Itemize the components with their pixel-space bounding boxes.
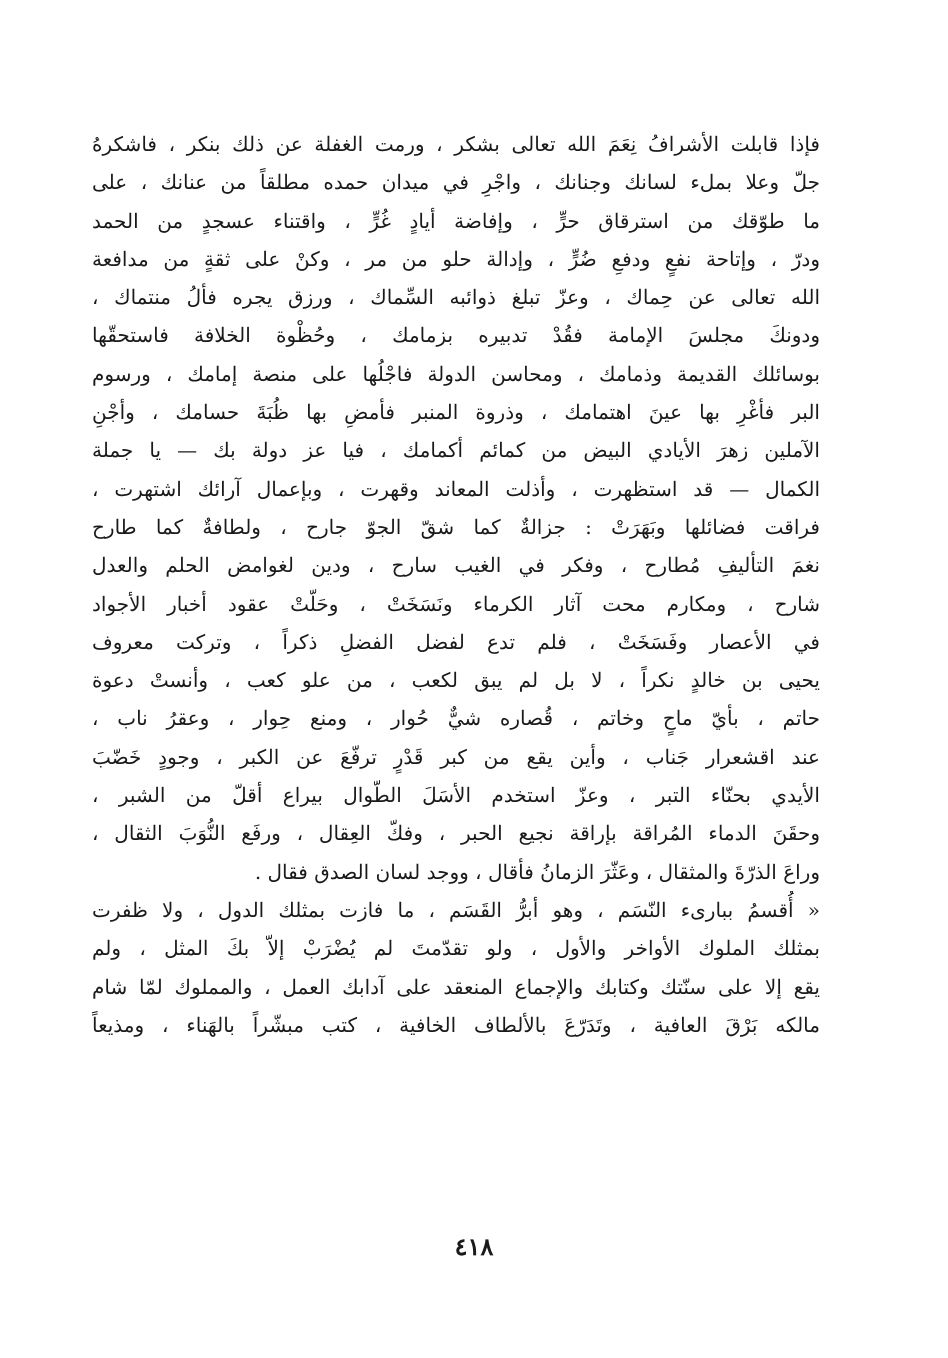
text-line: فإذا قابلت الأشرافُ نِعَمَ الله تعالى بشكر ، ورمت الغفلة عن ذلك بنكر ، فاشكرهُ [92,132,820,156]
text-line: عند اقشعرار جَناب ، وأين يقع من كبر قَدْرٍ ترفّعَ عن الكبر ، وجودٍ خَضّبَ [92,744,820,769]
text-line: « أُقسمُ ببارىء النّسَم ، وهو أبرُّ القَسَم ، ما فازت بمثلك الدول ، ولا ظفرت [92,897,820,922]
text-line: الأيدي بحنّاء التبر ، وعزّ استخدم الأسَلَ الطّوال بيراع أقلّ من الشبر ، [92,783,820,808]
text-line: نغمَ التأليفِ مُطارح ، وفكر في الغيب سارح ، ودين لغوامض الحلم والعدل [92,553,820,578]
text-line: في الأعصار وفَسَخَتْ ، فلم تدع لفضل الفضلِ ذكراً ، وتركت معروف [92,629,820,654]
text-line: شارح ، ومكارم محت آثار الكرماء ونَسَخَتْ ، وحَلّتْ عقود أخبار الأجواد [92,591,820,616]
page-number: ٤١٨ [454,1232,494,1261]
text-line: البر فأغْرِ بها عينَ اهتمامك ، وذروة المنبر فأمضِ بها ظُبَةَ حسامك ، وأجْنِ [92,400,820,425]
paragraph-2 [92,891,820,1044]
text-line: جلّ وعلا بملء لسانك وجنانك ، واجْرِ في ميدان حمده مطلقاً من عنانك ، على [92,170,820,195]
text-line: الكمال — قد استظهرت ، وأذلت المعاند وقهرت ، وبإعمال آرائك اشتهرت ، [92,476,820,501]
text-line: ما طوّقك من استرقاق حرٍّ ، وإفاضة أيادٍ غُرٍّ ، واقتناء عسجدٍ من الحمد [92,208,820,233]
text-line: وراعَ الذرّةَ والمثقال ، وعَثّرَ الزمانُ فأقال ، ووجد لسان الصدق فقال . [254,859,820,884]
text-line: بمثلك الملوك الأواخر والأول ، ولو تقدّمتَ لم يُضْرَبْ إلاّ بكَ المثل ، ولم [92,936,820,961]
text-line: يقع إلا على سنّتك وكتابك والإجماع المنعقد على آدابك العمل ، والمملوك لمّا شام [92,974,820,999]
text-line: مالكه بَرْقَ العافية ، وتَدَرّعَ بالألطاف الخافية ، كتب مبشّراً بالهَناء ، ومذيعاً [92,1012,820,1037]
text-line: وحقَنَ الدماء المُراقة بإراقة نجيع الحبر ، وفكّ العِقال ، ورفَع النُّوَبَ الثقال ، [92,821,820,846]
paragraph-1 [92,125,820,891]
text-line: ودرّ ، وإتاحة نفعٍ ودفعِ ضُرٍّ ، وإدالة حلو من مر ، وكنْ على ثقةٍ من مدافعة [92,246,820,271]
text-line: الله تعالى عن حِماك ، وعزّ تبلغ ذوائبه السِّماك ، ورزق يجره فألُ منتماك ، [92,285,820,310]
text-line: ودونكَ مجلسَ الإمامة فقُدْ تدبيره بزمامك ، وحُظْوة الخلافة فاستحقّها [92,323,820,348]
text-line: الآملين زهرَ الأيادي البيض من كمائم أكمامك ، فيا عز دولة بك — يا جملة [92,438,820,463]
text-line: بوسائلك القديمة وذمامك ، ومحاسن الدولة فاجْلُها على منصة إمامك ، ورسوم [92,361,820,386]
body-text [92,125,820,1044]
text-line: فراقت فضائلها وبَهَرَتْ : جزالةٌ كما شقّ الجوّ جارح ، ولطافةٌ كما طارح [92,514,820,539]
text-line: يحيى بن خالدٍ نكراً ، لا بل لم يبق لكعب ، من علو كعب ، وأنستْ دعوة [92,668,820,693]
text-line: حاتم ، بأيّ ماحٍ وخاتم ، قُصاره شيٌّ حُوار ، ومنع حِوار ، وعقرُ ناب ، [92,706,820,731]
